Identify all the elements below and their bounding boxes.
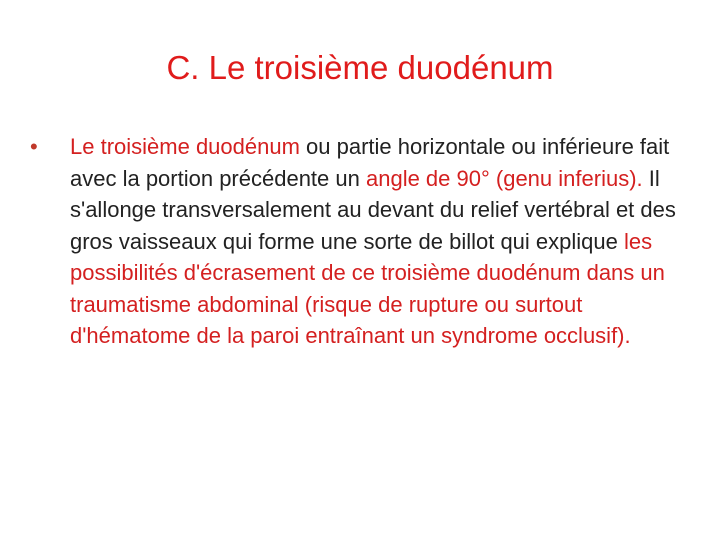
bullet-text-segment: Le troisième duodénum — [70, 134, 300, 159]
bullet-text-segment: ou partie horizontale ou inférieure fait avec la portion précédente un — [70, 134, 670, 191]
slide-title: C. Le troisième duodénum — [166, 49, 554, 86]
bullet-text-segment: angle de 90° (genu inferius). — [365, 165, 643, 191]
bullet-item — [30, 131, 690, 352]
bullet-text-segment: les possibilités d'écrasement de ce troisième duodénum dans un traumatisme abdominal (risque de rupture ou surtout d'hématome de la paroi entraînant un syndrome occlusif). — [70, 228, 665, 348]
bullet-marker-icon: • — [30, 134, 38, 159]
bullet-list — [30, 131, 690, 352]
bullet-text-segment: Il s'allonge transversalement au devant du relief vertébral et des gros vaisseaux qui forme une sorte de billot qui explique — [70, 165, 676, 254]
